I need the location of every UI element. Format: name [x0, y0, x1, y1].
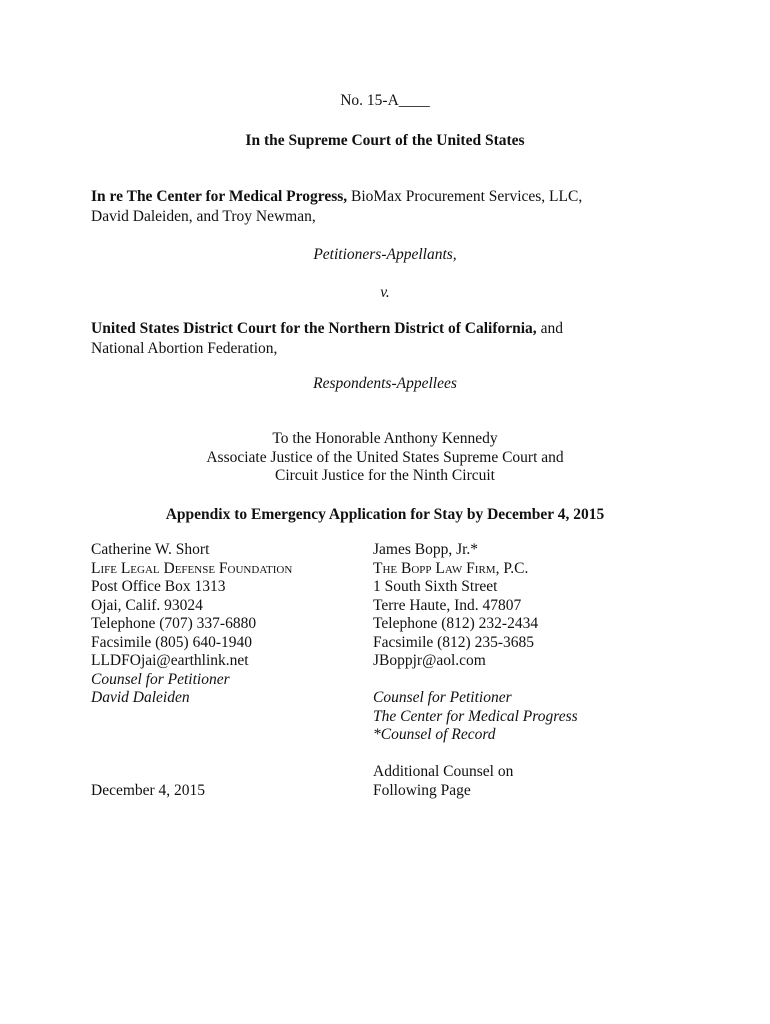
- respondents-caption: [91, 319, 681, 359]
- left-counsel-role2: David Daleiden: [91, 689, 190, 706]
- left-counsel-address2: Ojai, Calif. 93024: [91, 596, 203, 614]
- left-counsel-telephone: Telephone (707) 337-6880: [91, 615, 257, 632]
- right-counsel-email: JBoppjr@aol.com: [373, 652, 486, 669]
- additional-counsel-line1: Additional Counsel on: [373, 763, 514, 780]
- docket-number: No. 15-A____: [340, 92, 430, 109]
- left-counsel-block: [91, 541, 292, 800]
- respondents-name-rest: and: [536, 320, 563, 337]
- respondents-name-bold: United States District Court for the Northern District of California,: [91, 320, 537, 337]
- petitioners-line1: [91, 187, 681, 207]
- addressee-line3: Circuit Justice for the Ninth Circuit: [275, 467, 495, 484]
- left-counsel-firm: Life Legal Defense Foundation: [91, 559, 293, 577]
- right-counsel-firm: The Bopp Law Firm, P.C.: [373, 559, 529, 577]
- right-counsel-role3: *Counsel of Record: [373, 726, 496, 743]
- respondents-line1: [91, 319, 681, 339]
- left-counsel-email: LLDFOjai@earthlink.net: [91, 652, 249, 669]
- right-counsel-address2: Terre Haute, Ind. 47807: [373, 596, 522, 614]
- respondents-line2: National Abortion Federation,: [91, 340, 278, 357]
- left-counsel-name: Catherine W. Short: [91, 541, 210, 558]
- right-counsel-facsimile: Facsimile (812) 235-3685: [373, 633, 535, 651]
- versus-label: v.: [380, 284, 390, 301]
- right-counsel-telephone: Telephone (812) 232-2434: [373, 615, 539, 632]
- additional-counsel-line2: Following Page: [373, 781, 471, 799]
- petitioners-role: Petitioners-Appellants,: [313, 246, 457, 263]
- left-counsel-address1: Post Office Box 1313: [91, 578, 226, 595]
- addressee-block: [0, 430, 770, 486]
- right-counsel-role1: Counsel for Petitioner: [373, 689, 512, 706]
- addressee-line1: To the Honorable Anthony Kennedy: [272, 430, 498, 447]
- addressee-line2: Associate Justice of the United States Supreme Court and: [206, 448, 564, 466]
- right-counsel-role2: The Center for Medical Progress: [373, 707, 578, 725]
- right-counsel-address1: 1 South Sixth Street: [373, 578, 498, 595]
- left-counsel-role1: Counsel for Petitioner: [91, 670, 230, 688]
- petitioners-name-bold: In re The Center for Medical Progress,: [91, 188, 348, 205]
- right-counsel-block: [373, 541, 578, 800]
- petitioners-name-rest: BioMax Procurement Services, LLC,: [347, 188, 583, 205]
- document-title: Appendix to Emergency Application for Stay by December 4, 2015: [165, 506, 605, 523]
- petitioners-caption: [91, 187, 681, 227]
- court-title: In the Supreme Court of the United States: [245, 132, 525, 149]
- petitioners-line2: David Daleiden, and Troy Newman,: [91, 208, 316, 225]
- right-counsel-name: James Bopp, Jr.*: [373, 541, 479, 558]
- left-counsel-facsimile: Facsimile (805) 640-1940: [91, 633, 253, 651]
- filing-date: December 4, 2015: [91, 781, 206, 799]
- respondents-role: Respondents-Appellees: [313, 375, 457, 392]
